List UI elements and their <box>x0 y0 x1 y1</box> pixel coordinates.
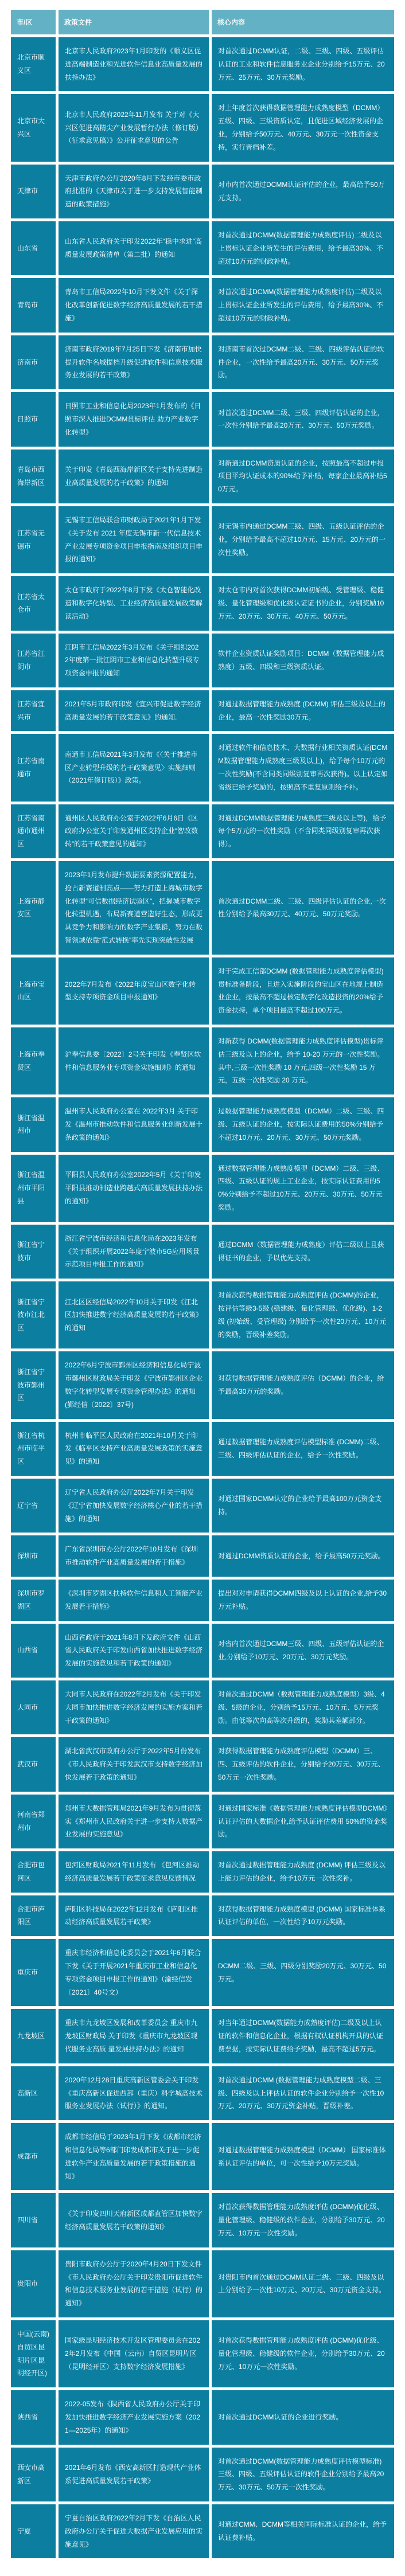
region-cell: 江苏省宜兴市 <box>11 690 56 732</box>
content-cell: 首次通过DCMM二级、三级、四级评估认证的企业,一次性分别给予最高30万元、40万元、50万元奖励。 <box>212 861 394 955</box>
policy-cell: 无锡市工信局联合市财政局于2021年1月下发《关于发布 2021 年度无锡市新一代信息技术产业发展专项资金项目申报指南及组织项目申报的通知》 <box>59 506 209 573</box>
region-cell: 辽宁省 <box>11 1479 56 1533</box>
content-cell: 过数据管理能力成熟度模型（DCMM）二级、三级、四级、五级认证的企业，按实际认证费用的50%分别给予不超过10万元、20万元、30万元、50万元奖励。 <box>212 1097 394 1151</box>
content-cell: 对获得数据管理能力成熟度模型 (DCMM) 国家标准体系认证评估的单位，一次性给予10万元奖励。 <box>212 1895 394 1937</box>
table-row <box>11 1680 394 1734</box>
policy-cell: 杭州市临平区人民政府在2021年10月关于印发《临平区支持产业高质量发展政策的实施意见》的通知 <box>59 1422 209 1476</box>
policy-cell: 2021年6月发布《西安高新区打造现代产业体系促进高质量发展若干政策》 <box>59 2448 209 2501</box>
region-cell: 江苏省江阴市 <box>11 634 56 687</box>
content-cell: 对于完成工信部DCMM (数据管理能力成熟度评估模型) 贯标准备阶段，且进入实施阶段的宝山区在地规上制造业企业，按最高不超过核定数字化改造投资的20%给予资金扶持，单个项目最高不超过100万元。 <box>212 957 394 1025</box>
region-cell: 浙江省宁波市 <box>11 1225 56 1279</box>
col-header-content: 核心内容 <box>212 10 394 34</box>
region-cell: 高新区 <box>11 2066 56 2120</box>
content-cell: 对首次获得数据管理能力成熟度评估 (DCMM)优化级、量化管理级、稳健级的软件企业，分别给予30万元、20万元、10万元一次性奖励。 <box>212 2193 394 2247</box>
region-cell: 天津市 <box>11 165 56 218</box>
content-cell: 对新获得 DCMM(数据管理能力成熟度评估模型)贯标评估三级及以上的企业，给予 10-20 万元的一次性奖励。其中,三级一次性奖励 10 万元,四级一次性奖励 15 万元，五级一次性奖励 20 万元。 <box>212 1027 394 1094</box>
policy-cell: 包河区财政局2021年11月发布 《包河区推动经济高质量发展若干政策征求意见反馈情况 <box>59 1851 209 1893</box>
content-cell: 通过DCMM（数据管理能力成熟度）评估二级以上且获得证书的企业，予以优先支持。 <box>212 1225 394 1279</box>
region-cell: 四川省 <box>11 2193 56 2247</box>
region-cell: 成都市 <box>11 2123 56 2190</box>
content-cell: 对首次通过DCMM认证的企业进行奖励。 <box>212 2390 394 2444</box>
table-row <box>11 278 394 332</box>
policy-cell: 2022年7月发布《2022年度宝山区数字化转型支持专项资金项目申报通知》 <box>59 957 209 1025</box>
region-cell: 江苏省南通市 <box>11 734 56 801</box>
content-cell: 对首次通过DCMM(数据管理能力成熟度评估模型标准)三级、四级、五级评估认证的软件企业分别给予最高20万元、30万元、50万元一次性奖励。 <box>212 2448 394 2501</box>
table-row <box>11 1535 394 1577</box>
content-cell: 对通过数据管理能力成熟度模型（DCMM） 国家标准体系认证评估的单位，可一次性给予10万元奖励。 <box>212 2123 394 2190</box>
policy-cell: 2021年5月市政府印发《宜兴市促进数字经济高质量发展的若干政策意见》的通知. <box>59 690 209 732</box>
policy-cell: 北京市人民政府2022年11月发布 关于对《大兴区促进高精尖产业发展暂行办法（修订版）（征求意见稿）》公开征求意见的公告 <box>59 94 209 161</box>
content-cell: 对通过DCMM数据管理能力成熟度三级及以上等)，给予每个5万元的一次性奖励（不含同类同级别复审再次获得）。 <box>212 804 394 858</box>
table-row <box>11 1281 394 1348</box>
region-cell: 江苏省南通市通州区 <box>11 804 56 858</box>
policy-cell: 天津市政府办公厅2020年8月下发经市委市政府批准的《天津市关于进一步支持发展智能制造的政策措施》 <box>59 165 209 218</box>
policy-cell: 通州区人民政府办公室于2022年6月6日《区政府办公室关于印发通州区支持企业“智改数转”的若干政策意见的通知》 <box>59 804 209 858</box>
table-row <box>11 2320 394 2387</box>
policy-cell: 日照市工业和信息化局2023年1月发布的《日照市深入推进DCMM贯标评估 助力产业数字化转型》 <box>59 392 209 446</box>
table-row <box>11 2504 394 2558</box>
content-cell: 对首次通过数据管理能力成熟度 (DCMM) 评估三级及以上能力评估的企业，给予10万元一次性奖补。 <box>212 1851 394 1893</box>
region-cell: 浙江省宁波市江北区 <box>11 1281 56 1348</box>
region-cell: 宁夏 <box>11 2504 56 2558</box>
table-row <box>11 957 394 1025</box>
content-cell: 对首次获得数据管理能力成熟度评估 (DCMM)优化级、量化管理级、稳健级的软件企业，分别给予30万元、20万元、10万元一次性奖励。 <box>212 2320 394 2387</box>
policy-cell: 江阴市工信局2022年3月发布《关于组织2022年度第一批江阴市工业和信息化转型升级专项资金申报的通知 <box>59 634 209 687</box>
content-cell: 对首次通过DCMM (数据管理能力成熟度模型二级、三级、四级及以上评估认证的软件企业分别给予一次性10万元、20万元、30万元资金补贴，晋级补差。 <box>212 2066 394 2120</box>
policy-cell: 济南市政府2019年7月25日下发《济南市加快提升软件名城提档升级促进软件和信息技术服务业发展的若干政策》 <box>59 335 209 389</box>
policy-cell: 广东省深圳市办公厅2022年10月发布《深圳市推动软件产业高质量发展的若干措施》 <box>59 1535 209 1577</box>
content-cell: DCMM二级、三级、四级分别奖励20万元、30万元、50万元。 <box>212 1939 394 2006</box>
content-cell: 提出对对申请获得DCMM四级及以上认证的企业,给予30万元补贴。 <box>212 1580 394 1621</box>
table-row <box>11 734 394 801</box>
content-cell: 通过数据管理能力成熟度评估模型标准 (DCMM)二级、三级、四级评估认证的企业，给予一次性奖励。 <box>212 1422 394 1476</box>
content-cell: 对首次通过DCMM二级、三级、四级评估认证的企业，一次性分别给予最高20万元、30万元、50万元奖励。 <box>212 392 394 446</box>
region-cell: 西安市高新区 <box>11 2448 56 2501</box>
table-row <box>11 449 394 503</box>
region-cell: 青岛市西海岸新区 <box>11 449 56 503</box>
policy-cell: 青岛市工信局2022年10月下发文件《关于深化改革创新促进数字经济高质量发展的若干措施》 <box>59 278 209 332</box>
policy-cell: 南通市工信局2021年3月发布《〈关于推进市区产业转型升级的若干政策意见〉实施细则（2021年修订版）》政策。 <box>59 734 209 801</box>
region-cell: 上海市奉贤区 <box>11 1027 56 1094</box>
table-row <box>11 1939 394 2006</box>
region-cell: 山西省 <box>11 1624 56 1678</box>
table-row <box>11 1851 394 1893</box>
content-cell: 对无锡市内通过DCMM三级、四级、五级认证评估的企业，分别给予最高不超过10万元、15万元、20万元的一次性奖励。 <box>212 506 394 573</box>
table-row <box>11 1895 394 1937</box>
content-cell: 对首次通过DCMM(数据管理能力成熟度评估)二级及以上贯标认证企业所发生的评估费用，给予最高30%、不超过10万元的财政补贴。 <box>212 278 394 332</box>
policy-cell: 2023年1月发布提升数据要素资源配置能力，抢占新赛道制高点——努力打造上海城市数字化转型“可信数据经济试验区”，把握城市数字化转型机遇，布局新赛道营造好生态，形成更具竞争力和影响力的数字产业集群，努力在数智领域依靠“范式转换”率先实现突破性发展 <box>59 861 209 955</box>
region-cell: 河南省郑州市 <box>11 1795 56 1848</box>
table-row <box>11 1351 394 1418</box>
content-cell: 对通过国家DCMM认定的企业给予最高100万元资金支持。 <box>212 1479 394 1533</box>
content-cell: 对新通过DCMM资质认证的企业，按照最高不超过申报项目平均认证成本的90%给予补贴，每家企业最高补贴50万元。 <box>212 449 394 503</box>
content-cell: 对当年通过DCMM(数据能力成熟度评估)二级及以上认证的软件和信息化企业，根据有权认证机构开具的认证费票据，按实际认证费给予奖励，最高不超过5万元。 <box>212 2009 394 2063</box>
table-row <box>11 37 394 91</box>
region-cell: 武汉市 <box>11 1737 56 1791</box>
region-cell: 日照市 <box>11 392 56 446</box>
table-row <box>11 634 394 687</box>
content-cell: 通过数据管理能力成熟度模型（DCMM）二级、三级、四级、五级认证的规上工业企业，按实际认证费用的50%分别给予不超过10万元、20万元、30万元、50万元奖励。 <box>212 1155 394 1222</box>
region-cell: 九龙坡区 <box>11 2009 56 2063</box>
content-cell: 对首次通过DCMM认证，二级、三级、四级、五级评估认证的工业和软件信息服务业企业分别给予15万元、20万元、25万元、30万元奖励。 <box>212 37 394 91</box>
region-cell: 上海市静安区 <box>11 861 56 955</box>
content-cell: 对通过DCMM资质认证的企业，给予最高50万元奖励。 <box>212 1535 394 1577</box>
region-cell: 中国(云南)自贸区昆明片区昆明经开区) <box>11 2320 56 2387</box>
policy-cell: 山东省人民政府关于印发2022年“稳中求进”高质量发展政策清单（第二批）的通知 <box>59 221 209 275</box>
table-row <box>11 392 394 446</box>
table-row <box>11 1027 394 1094</box>
policy-cell: 贵阳市政府办公厅于2020年4月20日下发文件《市人民政府办公厅关于印发贵阳市促进软件和信息技术服务业发展的若干措施（试行）的通知》 <box>59 2250 209 2317</box>
policy-cell: 沪奉信息委〔2022〕2号关于印发《奉贤区软件和信息服务业专项资金实施细则》的通知 <box>59 1027 209 1094</box>
table-row <box>11 804 394 858</box>
header-row <box>11 10 394 34</box>
policy-cell: 《关于印发四川天府新区成都直管区加快数字经济高质量发展若干政策的通知》 <box>59 2193 209 2247</box>
table-row <box>11 2448 394 2501</box>
content-cell: 对太仓市内对首次获得DCMM初始级、受管理级、稳健级、量化管理级和优化级认证证书的企业，分别奖励10万元、20万元、30万元、40万元、50万元。 <box>212 576 394 630</box>
region-cell: 北京市顺义区 <box>11 37 56 91</box>
region-cell: 江苏省无锡市 <box>11 506 56 573</box>
table-row <box>11 2390 394 2444</box>
table-row <box>11 2250 394 2317</box>
region-cell: 济南市 <box>11 335 56 389</box>
table-row <box>11 335 394 389</box>
table-row <box>11 1795 394 1848</box>
table-row <box>11 1737 394 1791</box>
policy-cell: 国家级昆明经济技术开发区管理委员会在2022年2月发布《中国（云南）自贸区昆明片区（昆明经开区）支持数字经济发展措施》 <box>59 2320 209 2387</box>
region-cell: 山东省 <box>11 221 56 275</box>
region-cell: 北京市大兴区 <box>11 94 56 161</box>
content-cell: 对上年度首次获得数据管理能力成熟度模型（DCMM）五级、四级、三级资质认定，且促进区域经济发展的企业，分别给予50万元、40万元、30万元一次性资金支持，实行晋档补差。 <box>212 94 394 161</box>
policy-cell: 浙江省宁波市经济和信息化局在2023年发布《关于组织开展2022年度宁波市5G应用场景示范项目申报工作的通知》 <box>59 1225 209 1279</box>
dcmm-policy-table <box>8 7 397 2561</box>
content-cell: 对贵阳市内首次通过DCMM认证二级、三级、四级及以上分别给予一次性10万元、20万元、30万元资金支持。 <box>212 2250 394 2317</box>
region-cell: 浙江省杭州市临平区 <box>11 1422 56 1476</box>
policy-cell: 郑州市大数据管理局2021年9月发布为贯彻落实《郑州市人民政府关于进一步支持大数据产业发展的实施意见》 <box>59 1795 209 1848</box>
table-row <box>11 2193 394 2247</box>
content-cell: 对通过软件和信息技术、大数据行业相关资质认证(DCMM数据管理能力成熟度三级及以上)，给予每个10万元的一次性奖励(不含同类同级别复审再次获得)。以上认定如省级已给予奖励的，按照高不重复原则给予补。 <box>212 734 394 801</box>
table-row <box>11 94 394 161</box>
col-header-policy: 政策文件 <box>59 10 209 34</box>
table-row <box>11 2066 394 2120</box>
content-cell: 对获得数据管理能力成熟度评估（DCMM）的企业，给予最高30万元的奖励。 <box>212 1351 394 1418</box>
policy-table-container <box>8 0 397 2576</box>
region-cell: 浙江省温州市 <box>11 1097 56 1151</box>
content-cell: 软件企业资质认证奖励项目：DCMM（数据管理能力成熟度）五级、四级和三级资质认证。 <box>212 634 394 687</box>
policy-cell: 重庆市经济和信息化委员会于2021年6月联合下发《关于开展2021年重庆市工业和信息化专项资金项目申报工作的通知》（渝经信发〔2021〕40号文） <box>59 1939 209 2006</box>
policy-cell: 江北区区经信局2022年10月关于印发《江北区加快推进数字经济高质量发展的若干政策》的通知 <box>59 1281 209 1348</box>
policy-cell: 2022年6月宁波市鄞州区经济和信息化局宁波市鄞州区财政局关于印发《宁波市鄞州区企业数字化转型发展专项资金管理办法》的通知 (鄞经信〔2022〕37号) <box>59 1351 209 1418</box>
table-row <box>11 1155 394 1222</box>
policy-cell: 平阳县人民政府办公室2022年5月《关于印发平阳县推动制造业跨越式高质量发展扶持办法的通知》 <box>59 1155 209 1222</box>
table-row <box>11 690 394 732</box>
region-cell: 合肥市庐阳区 <box>11 1895 56 1937</box>
policy-cell: 重庆市九龙坡区发展和改革委员会 重庆市九龙坡区财政局 关于印发《重庆市九龙坡区现代服务业高质 量发展扶持办法》的通知 <box>59 2009 209 2063</box>
table-header <box>11 10 394 34</box>
region-cell: 浙江省温州市平阳县 <box>11 1155 56 1222</box>
policy-cell: 山西省政府于2021年8月下发政府文件《山西省人民政府关于印发山西省加快推进数字经济发展的实施意见和若干政策的通知》 <box>59 1624 209 1678</box>
table-row <box>11 1580 394 1621</box>
region-cell: 深圳市罗湖区 <box>11 1580 56 1621</box>
policy-cell: 2022-05发布《陕西省人民政府办公厅关于印发加快推进数字经济产业发展实施方案（2021—2025年）的通知》 <box>59 2390 209 2444</box>
policy-cell: 太仓市政府于2022年8月下发《太仓智能化改造和数字化转型、工业经济高质量发展政策解读活动》 <box>59 576 209 630</box>
content-cell: 对首次获得数据管理能力成熟度评估 (DCMM)的企业，按评估等级3-5级 (稳建级、量化管理级、优化级)、1-2级 (初始级、受管理级) 分别给予一次性20万元、10万元的奖励，晋级补差奖励。 <box>212 1281 394 1348</box>
region-cell: 重庆市 <box>11 1939 56 2006</box>
table-row <box>11 861 394 955</box>
table-row <box>11 576 394 630</box>
content-cell: 对济南市首次过DCMM二级、三级、四级评估认证的软件企业，一次性给予最高20万元、30万元、50万元奖励。 <box>212 335 394 389</box>
table-row <box>11 1624 394 1678</box>
content-cell: 对首次通过DCMM（数据管理能力成熟度模型）3级、4级、5级的企业，分别给予15万元、10万元、5万元奖励。由低等次向高等次升级的，奖励其差额部分。 <box>212 1680 394 1734</box>
policy-cell: 湖北省武汉市政府办公厅于2022年5月份发布《市人民政府关于印发武汉市支持数字经济加快发展若干政策的通知》 <box>59 1737 209 1791</box>
table-row <box>11 2123 394 2190</box>
content-cell: 对通过国家标准《数据管理能力成熟度评估模型DCMM》认证评估的大数据企业,给予认证评估费用 50%的资金奖励。 <box>212 1795 394 1848</box>
content-cell: 对市内首次通过DCMM认证评估的企业，最高给予50万元支持。 <box>212 165 394 218</box>
table-row <box>11 1479 394 1533</box>
content-cell: 对通过CMM、DCMM等相关国际标准认证的企业，给予认证费补贴。 <box>212 2504 394 2558</box>
table-row <box>11 221 394 275</box>
content-cell: 对省内首次通过DCMM三级、四级、五级评估认证的企业,分别给予10万元、20万元、30万元奖励。 <box>212 1624 394 1678</box>
policy-cell: 2020年12月28日重庆高新区管委会关于印发《重庆高新区促进西部（重庆）科学城高技术服务业发展办法（试行）》的通知。 <box>59 2066 209 2120</box>
region-cell: 上海市宝山区 <box>11 957 56 1025</box>
col-header-region: 市/区 <box>11 10 56 34</box>
policy-cell: 宁夏自治区政府2022年2月下发《自治区人民政府办公厅关于促进大数据产业发展应用的实施意见》 <box>59 2504 209 2558</box>
region-cell: 大同市 <box>11 1680 56 1734</box>
region-cell: 陕西省 <box>11 2390 56 2444</box>
policy-cell: 大同市人民政府在2022年2月发布《关于印发大同市加快推进数字经济发展的实施方案和若干政策的通知》 <box>59 1680 209 1734</box>
policy-cell: 关于印发《青岛西海岸新区关于支持先进制造业高质量发展的若干政策》的通知 <box>59 449 209 503</box>
content-cell: 对通过数据管理能力成熟度 (DCMM) 评估三级及以上的企业，最高一次性奖励30万元。 <box>212 690 394 732</box>
policy-cell: 辽宁省人民政府办公厅2022年7月关于印发《辽宁省加快发展数字经济核心产业的若干措施》的通知 <box>59 1479 209 1533</box>
policy-cell: 成都市经信局于2023年1月下发《成都市经济和信息化局等6部门印发成都市关于进一步促进软件产业高质量发展的若干政策措施的通知》 <box>59 2123 209 2190</box>
region-cell: 贵阳市 <box>11 2250 56 2317</box>
region-cell: 江苏省太仓市 <box>11 576 56 630</box>
content-cell: 对获得数据管理能力成熟度评估模型（DCMM）三、四、五级评估的软件企业，分别给予20万元、30万元、50万元一次性奖励。 <box>212 1737 394 1791</box>
region-cell: 合肥市包河区 <box>11 1851 56 1893</box>
table-body <box>11 37 394 2558</box>
policy-cell: 庐阳区科技局在2022年12月发布《庐阳区推动经济高质量发展若干政策》 <box>59 1895 209 1937</box>
region-cell: 浙江省宁波市鄞州区 <box>11 1351 56 1418</box>
table-row <box>11 2009 394 2063</box>
region-cell: 青岛市 <box>11 278 56 332</box>
policy-cell: 温州市人民政府办公室在 2022年3月 关于印发《温州市推动软件和信息服务业创新发展十条政策的通知》 <box>59 1097 209 1151</box>
policy-cell: 《深圳市罗湖区扶持软件信息和人工智能产业发展若干措施》 <box>59 1580 209 1621</box>
policy-cell: 北京市人民政府2023年1月印发的《顺义区促进高端制造业和先进软件信息业高质量发展的扶持办法》 <box>59 37 209 91</box>
table-row <box>11 506 394 573</box>
table-row <box>11 1422 394 1476</box>
table-row <box>11 1225 394 1279</box>
region-cell: 深圳市 <box>11 1535 56 1577</box>
table-row <box>11 165 394 218</box>
table-row <box>11 1097 394 1151</box>
content-cell: 对首次通过DCMM(数据管理能力成熟度评估)二级及以上贯标认证企业所发生的评估费用，给予最高30%、不超过10万元的财政补贴。 <box>212 221 394 275</box>
